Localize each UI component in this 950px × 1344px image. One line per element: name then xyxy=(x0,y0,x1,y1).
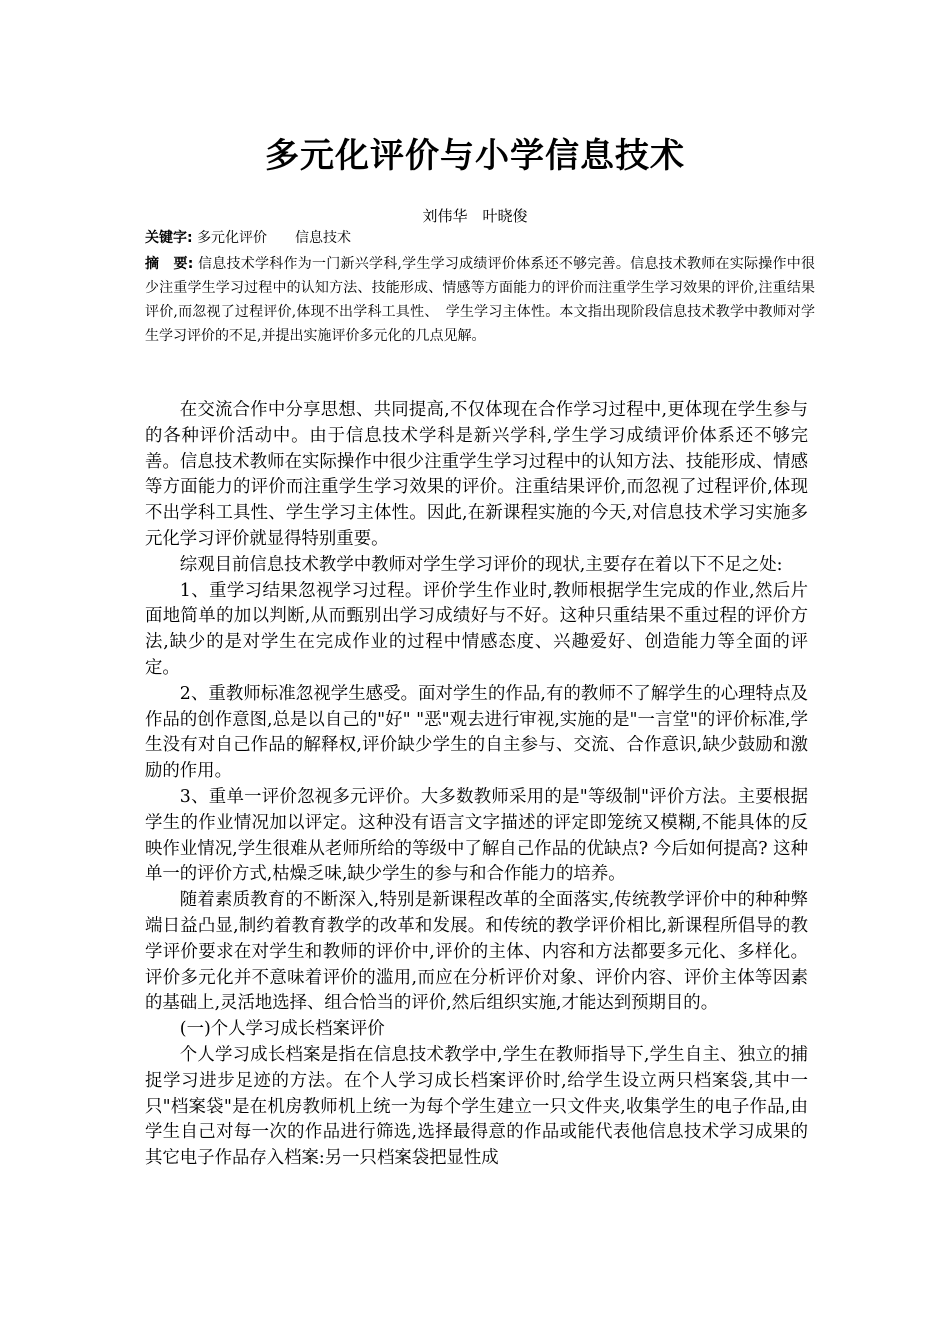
body-paragraph: 1、重学习结果忽视学习过程。评价学生作业时,教师根据学生完成的作业,然后片面地简单的加以判断,从而甄别出学习成绩好与不好。这种只重结果不重过程的评价方法,缺少的是对学生在完成作业的过程中情感态度、兴趣爱好、创造能力等全面的评定。 xyxy=(145,580,808,678)
body-paragraph: 综观目前信息技术教学中教师对学生学习评价的现状,主要存在着以下不足之处: xyxy=(179,554,783,575)
body-text xyxy=(145,398,808,1172)
section-heading: (一)个人学习成长档案评价 xyxy=(179,1019,385,1040)
keywords-text: 多元化评价 信息技术 xyxy=(197,230,352,246)
body-paragraph: 3、重单一评价忽视多元评价。大多数教师采用的是"等级制"评价方法。主要根据学生的作业情况加以评定。这种没有语言文字描述的评定即笼统又模糊,不能具体的反映作业情况,学生很难从老师所给的等级中了解自己作品的优缺点? 今后如何提高? 这种单一的评价方式,枯燥乏味,缺少学生的参与和合作能力的培养。 xyxy=(145,786,808,885)
abstract-block xyxy=(145,252,815,348)
abstract-text: 信息技术学科作为一门新兴学科,学生学习成绩评价体系还不够完善。信息技术教师在实际操作中很少注重学生学习过程中的认知方法、技能形成、情感等方面能力的评价而注重学生学习效果的评价,注重结果评价,而忽视了过程评价,体现不出学科工具性、 学生学习主体性。本文指出现阶段信息技术教学中教师对学生学习评价的不足,并提出实施评价多元化的几点见解。 xyxy=(145,256,816,344)
body-paragraph: 随着素质教育的不断深入,特别是新课程改革的全面落实,传统教学评价中的种种弊端日益凸显,制约着教育教学的改革和发展。和传统的教学评价相比,新课程所倡导的教学评价要求在对学生和教师的评价中,评价的主体、内容和方法都要多元化、多样化。评价多元化并不意味着评价的滥用,而应在分析评价对象、评价内容、评价主体等因素的基础上,灵活地选择、组合恰当的评价,然后组织实施,才能达到预期目的。 xyxy=(145,890,808,1014)
body-paragraph: 在交流合作中分享思想、共同提高,不仅体现在合作学习过程中,更体现在学生参与的各种评价活动中。由于信息技术学科是新兴学科,学生学习成绩评价体系还不够完善。信息技术教师在实际操作中很少注重学生学习过程中的认知方法、技能形成、情感等方面能力的评价而注重学生学习效果的评价。注重结果评价,而忽视了过程评价,体现不出学科工具性、学生学习主体性。因此,在新课程实施的今天,对信息技术学习实施多元化学习评价就显得特别重要。 xyxy=(145,400,808,549)
keywords-line xyxy=(145,226,815,250)
document-title: 多元化评价与小学信息技术 xyxy=(265,136,685,176)
body-paragraph: 2、重教师标准忽视学生感受。面对学生的作品,有的教师不了解学生的心理特点及作品的创作意图,总是以自己的"好" "恶"观去进行审视,实施的是"一言堂"的评价标准,学生没有对自己作品的解释权,评价缺少学生的自主参与、交流、合作意识,缺少鼓励和激励的作用。 xyxy=(145,683,808,782)
body-paragraph: 个人学习成长档案是指在信息技术教学中,学生在教师指导下,学生自主、独立的捕捉学习进步足迹的方法。在个人学习成长档案评价时,给学生设立两只档案袋,其中一只"档案袋"是在机房教师机上统一为每个学生建立一只文件夹,收集学生的电子作品,由学生自己对每一次的作品进行筛选,选择最得意的作品或能代表他信息技术学习成果的其它电子作品存入档案:另一只档案袋把显性成 xyxy=(145,1044,808,1169)
keywords-label: 关键字: xyxy=(145,230,193,246)
abstract-label: 摘 要: xyxy=(145,256,194,272)
authors: 刘伟华 叶晓俊 xyxy=(422,207,528,225)
